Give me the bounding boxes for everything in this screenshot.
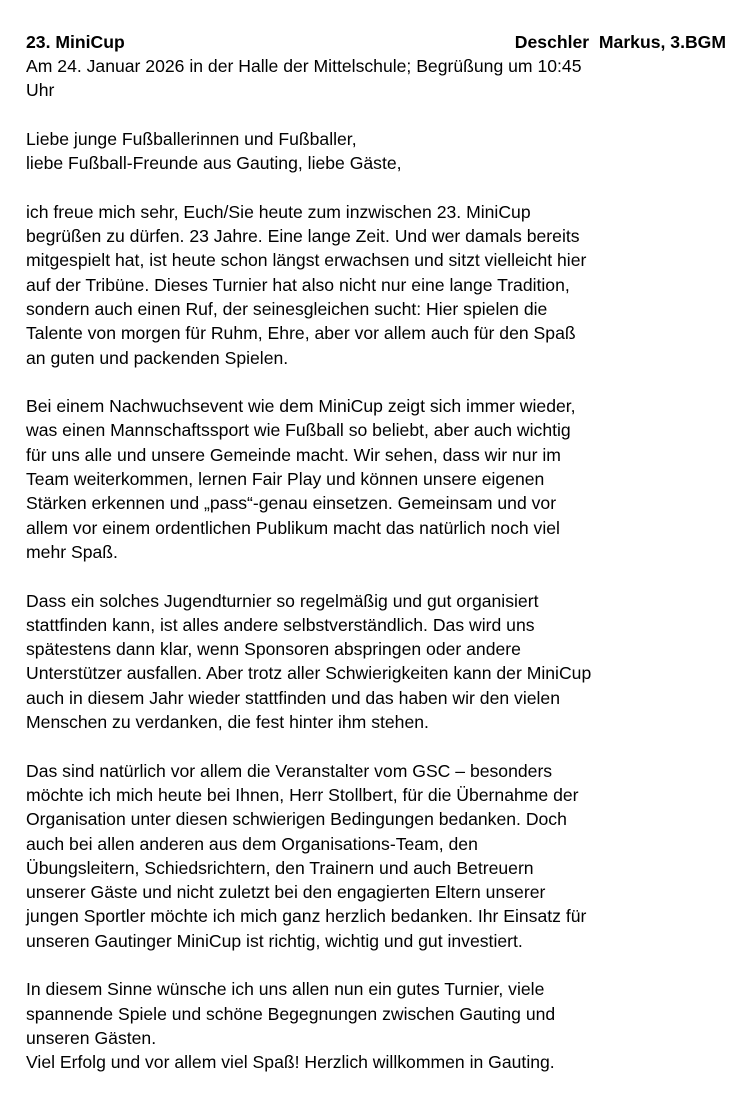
text-line: Talente von morgen für Ruhm, Ehre, aber vor allem auch für den Spaß [26,323,576,344]
text-line: was einen Mannschaftssport wie Fußball so beliebt, aber auch wichtig [26,420,571,441]
text-line: sondern auch einen Ruf, der seinesgleichen sucht: Hier spielen die [26,298,548,319]
text-line: Organisation unter diesen schwierigen Bedingungen bedanken. Doch [26,809,567,830]
intro-paragraph [26,54,726,103]
paragraph-gap [26,103,726,127]
text-line: spätestens dann klar, wenn Sponsoren abspringen oder andere [26,639,521,660]
text-line: mitgespielt hat, ist heute schon längst erwachsen und sitzt vielleicht hier [26,250,587,271]
text-line: auch in diesem Jahr wieder stattfinden und das haben wir den vielen [26,687,561,708]
text-line: möchte ich mich heute bei Ihnen, Herr Stollbert, für die Übernahme der [26,784,579,805]
text-line: Am 24. Januar 2026 in der Halle der Mittelschule; Begrüßung um 10:45 [26,56,582,76]
document-header [26,30,726,54]
paragraph-2 [26,394,726,564]
paragraph-gap [26,370,726,394]
paragraph-3 [26,589,726,735]
text-line: unseren Gautinger MiniCup ist richtig, wichtig und gut investiert. [26,930,523,951]
text-line: Liebe junge Fußballerinnen und Fußballer, [26,128,357,149]
paragraph-5 [26,977,726,1074]
text-line: allem vor einem ordentlichen Publikum macht das natürlich noch viel [26,517,560,538]
text-line: Stärken erkennen und „pass“-genau einsetzen. Gemeinsam und vor [26,493,557,514]
text-line: auf der Tribüne. Dieses Turnier hat also nicht nur eine lange Tradition, [26,274,570,295]
text-line: spannende Spiele und schöne Begegnungen zwischen Gauting und [26,1003,556,1024]
text-line: Unterstützer ausfallen. Aber trotz aller Schwierigkeiten kann der MiniCup [26,663,592,684]
text-line: ich freue mich sehr, Euch/Sie heute zum inzwischen 23. MiniCup [26,201,531,222]
paragraph-gap [26,175,726,199]
text-line: Dass ein solches Jugendturnier so regelmäßig und gut organisiert [26,590,539,611]
document-page [26,30,726,1074]
text-line: unserer Gäste und nicht zuletzt bei den engagierten Eltern unserer [26,882,546,903]
text-line: Uhr [26,80,55,101]
greeting-paragraph [26,127,726,176]
text-line: In diesem Sinne wünsche ich uns allen nun ein gutes Turnier, viele [26,979,545,1000]
text-line: für uns alle und unsere Gemeinde macht. Wir sehen, dass wir nur im [26,444,561,465]
paragraph-gap [26,564,726,588]
paragraph-4 [26,759,726,953]
text-line: begrüßen zu dürfen. 23 Jahre. Eine lange Zeit. Und wer damals bereits [26,226,580,247]
paragraph-1 [26,200,726,370]
paragraph-gap [26,734,726,758]
text-line: jungen Sportler möchte ich mich ganz herzlich bedanken. Ihr Einsatz für [26,906,587,927]
text-line: mehr Spaß. [26,541,118,562]
text-line: Übungsleitern, Schiedsrichtern, den Trainern und auch Betreuern [26,857,534,878]
paragraph-gap [26,953,726,977]
document-title: 23. MiniCup [26,32,125,52]
text-line: Team weiterkommen, lernen Fair Play und können unsere eigenen [26,469,545,490]
document-author: Deschler Markus, 3.BGM [514,32,726,52]
text-line: unseren Gästen. [26,1027,157,1048]
text-line: liebe Fußball-Freunde aus Gauting, liebe Gäste, [26,153,402,174]
text-line: auch bei allen anderen aus dem Organisations-Team, den [26,833,478,854]
text-line: an guten und packenden Spielen. [26,347,289,368]
text-line: Das sind natürlich vor allem die Veranstalter vom GSC – besonders [26,760,553,781]
text-line: stattfinden kann, ist alles andere selbstverständlich. Das wird uns [26,614,535,635]
text-line: Menschen zu verdanken, die fest hinter ihm stehen. [26,712,429,733]
text-line: Viel Erfolg und vor allem viel Spaß! Herzlich willkommen in Gauting. [26,1052,555,1073]
text-line: Bei einem Nachwuchsevent wie dem MiniCup zeigt sich immer wieder, [26,396,576,417]
